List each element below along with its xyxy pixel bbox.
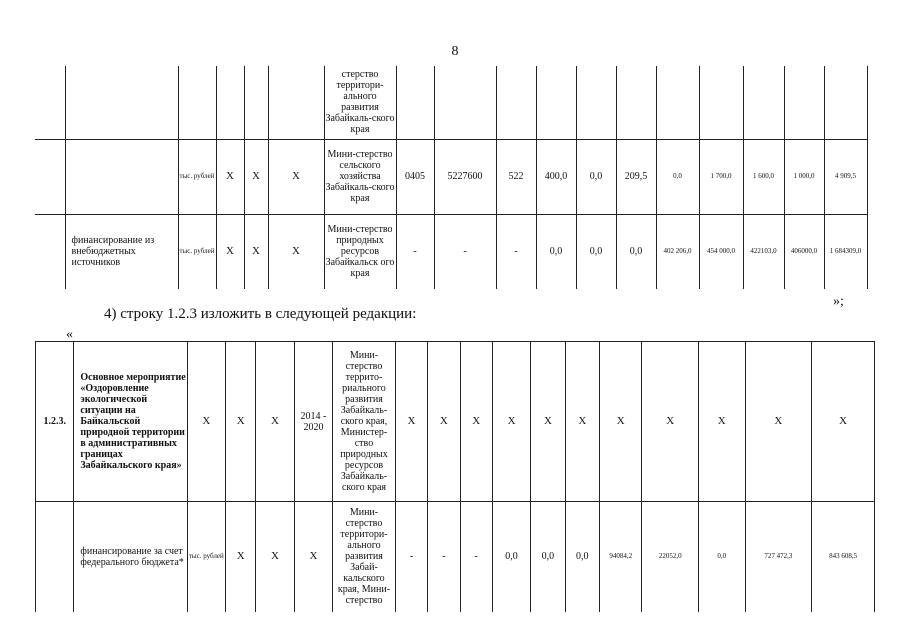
value-cell: - (496, 214, 536, 289)
unit-cell: тыс. рублей (178, 214, 216, 289)
unit-cell: тыс. рублей (178, 139, 216, 214)
opening-quote: « (66, 327, 73, 342)
table-row: 1.2.3. Основное мероприятие «Оздоровление экологической ситуации на Байкальской природной территории в административных границах Забайкальского края» X X X 2014 - 2020 Мини-стерство террито-риального развития Забайкаль-ского края, Министер-ство природных ресурсов Забайкаль-ского края X X X X X X X X X X X (36, 342, 875, 502)
row-number: 1.2.3. (36, 342, 74, 502)
value-cell: 1 700,0 (699, 139, 743, 214)
value-cell: X (428, 342, 460, 502)
table-row: тыс. рублей X X X Мини-стерство сельского хозяйства Забайкаль-ского края 0405 5227600 522 400,0 0,0 209,5 0,0 1 700,0 1 600,0 1 000,0 4 909,5 (35, 139, 867, 214)
value-cell: 454 000,0 (699, 214, 743, 289)
executor-cell: Мини-стерство сельского хозяйства Забайкаль-ского края (324, 139, 396, 214)
years-cell: X (294, 502, 332, 612)
value-cell: 0,0 (492, 502, 530, 612)
unit-cell: тыс. рублей (187, 502, 225, 612)
value-cell: X (642, 342, 699, 502)
row-name (65, 139, 178, 214)
value-cell: - (434, 214, 496, 289)
value-cell: - (396, 214, 434, 289)
value-cell: X (599, 342, 641, 502)
value-cell: 1 684309,0 (824, 214, 867, 289)
page-number: 8 (451, 44, 459, 59)
executor-cell: стерство территори-ального развития Забайкаль-ского края (324, 66, 396, 139)
value-cell: X (492, 342, 530, 502)
table-upper (35, 66, 868, 289)
table-row: финансирование из внебюджетных источников тыс. рублей X X X Мини-стерство природных ресурсов Забайкальск ого края - - - 0,0 0,0 0,0 402 206,0 454 000,0 422103,0 406000,0 1 684309,0 (35, 214, 867, 289)
row-name: Основное мероприятие «Оздоровление экологической ситуации на Байкальской природной территории в административных границах Забайкальского края» (74, 342, 187, 502)
value-cell: X (812, 342, 875, 502)
value-cell: 0,0 (699, 502, 745, 612)
value-cell: X (531, 342, 565, 502)
value-cell: 22052,0 (642, 502, 699, 612)
table-lower (35, 341, 875, 612)
value-cell: 1 600,0 (743, 139, 784, 214)
value-cell: 0,0 (565, 502, 599, 612)
row-name: финансирование за счет федерального бюджета* (74, 502, 187, 612)
value-cell: - (395, 502, 427, 612)
value-cell: 406000,0 (784, 214, 824, 289)
value-cell: 209,5 (616, 139, 656, 214)
value-cell: X (460, 342, 492, 502)
value-cell: 0,0 (531, 502, 565, 612)
table-row (35, 66, 867, 139)
value-cell: 0,0 (576, 214, 616, 289)
value-cell: - (428, 502, 460, 612)
years-cell: 2014 - 2020 (294, 342, 332, 502)
value-cell: 422103,0 (743, 214, 784, 289)
value-cell: 0,0 (656, 139, 699, 214)
value-cell: 400,0 (536, 139, 576, 214)
value-cell: X (395, 342, 427, 502)
row-name: финансирование из внебюджетных источников (65, 214, 178, 289)
closing-quote: »; (833, 294, 844, 309)
value-cell: 94084,2 (599, 502, 641, 612)
value-cell: - (460, 502, 492, 612)
value-cell: 727 472,3 (745, 502, 812, 612)
executor-cell: Мини-стерство территори-ального развития Забай-кальского края, Мини-стерство (333, 502, 396, 612)
value-cell: X (565, 342, 599, 502)
executor-cell: Мини-стерство террито-риального развития Забайкаль-ского края, Министер-ство природных ресурсов Забайкаль-ского края (333, 342, 396, 502)
value-cell: 402 206,0 (656, 214, 699, 289)
value-cell: 522 (496, 139, 536, 214)
value-cell: 5227600 (434, 139, 496, 214)
value-cell: 0405 (396, 139, 434, 214)
value-cell: 4 909,5 (824, 139, 867, 214)
executor-cell: Мини-стерство природных ресурсов Забайкальск ого края (324, 214, 396, 289)
instruction-text: 4) строку 1.2.3 изложить в следующей редакции: (104, 306, 417, 322)
value-cell: 0,0 (536, 214, 576, 289)
table-row: финансирование за счет федерального бюджета* тыс. рублей X X X Мини-стерство территори-ального развития Забай-кальского края, Мини-стерство - - - 0,0 0,0 0,0 94084,2 22052,0 0,0 727 472,3 843 608,5 (36, 502, 875, 612)
value-cell: 0,0 (576, 139, 616, 214)
value-cell: 1 000,0 (784, 139, 824, 214)
value-cell: X (745, 342, 812, 502)
value-cell: 843 608,5 (812, 502, 875, 612)
value-cell: 0,0 (616, 214, 656, 289)
value-cell: X (699, 342, 745, 502)
